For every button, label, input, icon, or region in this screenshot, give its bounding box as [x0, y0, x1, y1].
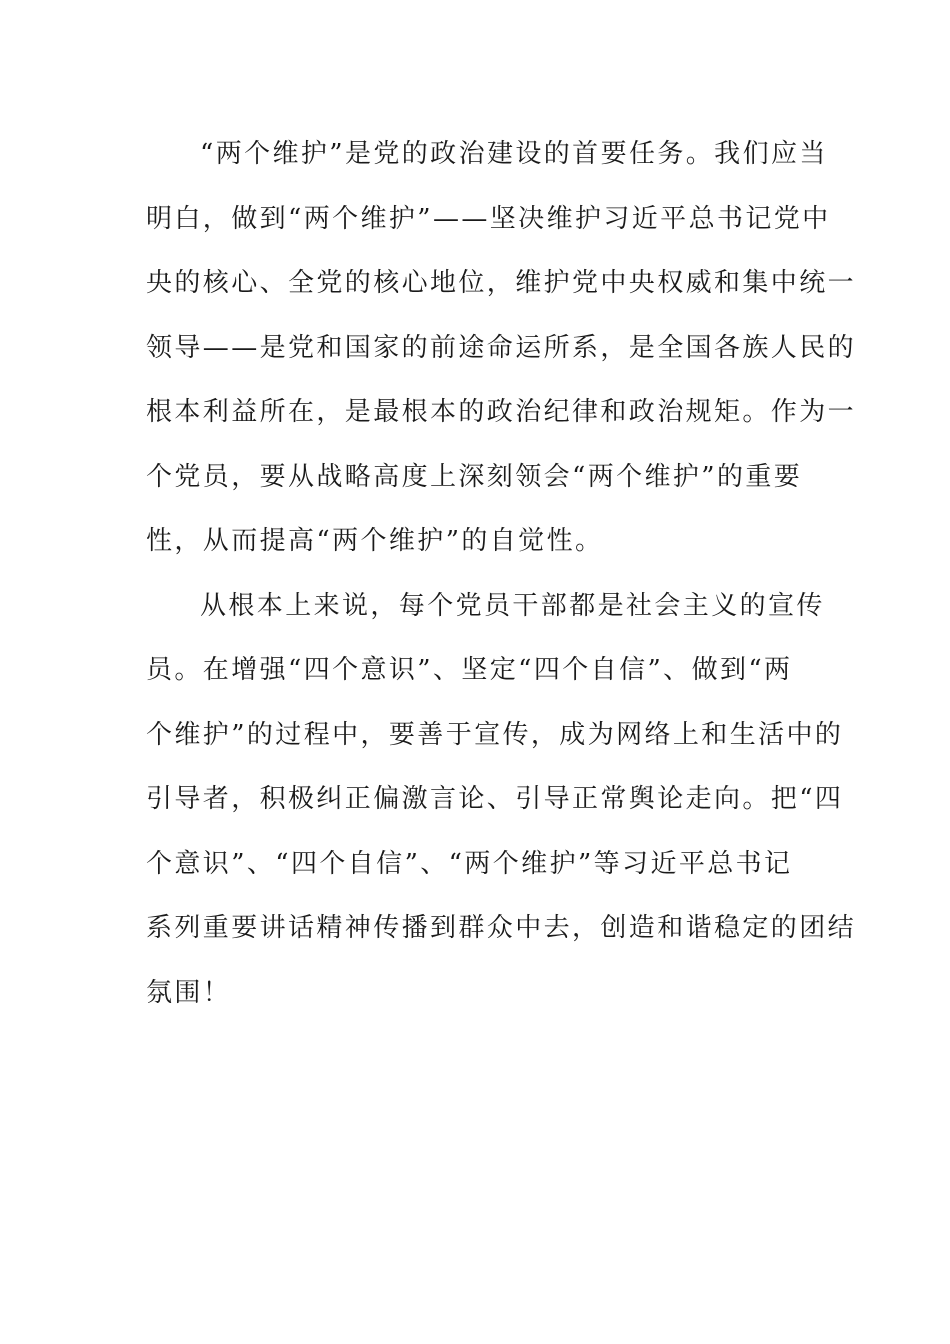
paragraph-2-line-1: 从根本上来说，每个党员干部都是社会主义的宣传 [200, 590, 825, 621]
paragraph-1-line-7: 性，从而提高“两个维护”的自觉性。 [146, 526, 604, 556]
paragraph-1-line-5: 根本利益所在，是最根本的政治纪律和政治规矩。作为一 [146, 397, 857, 427]
document-body [146, 132, 857, 1035]
paragraph-1-line-6: 个党员，要从战略高度上深刻领会“两个维护”的重要 [146, 461, 803, 492]
paragraph-1-line-4: 领导——是党和国家的前途命运所系，是全国各族人民的 [146, 332, 857, 363]
paragraph-2-line-3: 个维护”的过程中，要善于宣传，成为网络上和生活中的 [146, 719, 844, 750]
paragraph-1-line-1: “两个维护”是党的政治建设的首要任务。我们应当 [200, 139, 828, 169]
paragraph-2-line-2: 员。在增强“四个意识”、坚定“四个自信”、做到“两 [146, 655, 793, 685]
paragraph-2-line-7: 氛围！ [146, 977, 232, 1008]
paragraph-2-line-4: 引导者，积极纠正偏激言论、引导正常舆论走向。把“四 [146, 784, 844, 814]
paragraph-2-line-5: 个意识”、“四个自信”、“两个维护”等习近平总书记 [146, 848, 793, 879]
paragraph-1 [146, 132, 857, 584]
paragraph-1-line-2: 明白，做到“两个维护”——坚决维护习近平总书记党中 [146, 203, 831, 234]
paragraph-2 [146, 584, 857, 1036]
paragraph-1-line-3: 央的核心、全党的核心地位，维护党中央权威和集中统一 [146, 268, 857, 298]
paragraph-2-line-6: 系列重要讲话精神传播到群众中去，创造和谐稳定的团结 [146, 913, 857, 943]
